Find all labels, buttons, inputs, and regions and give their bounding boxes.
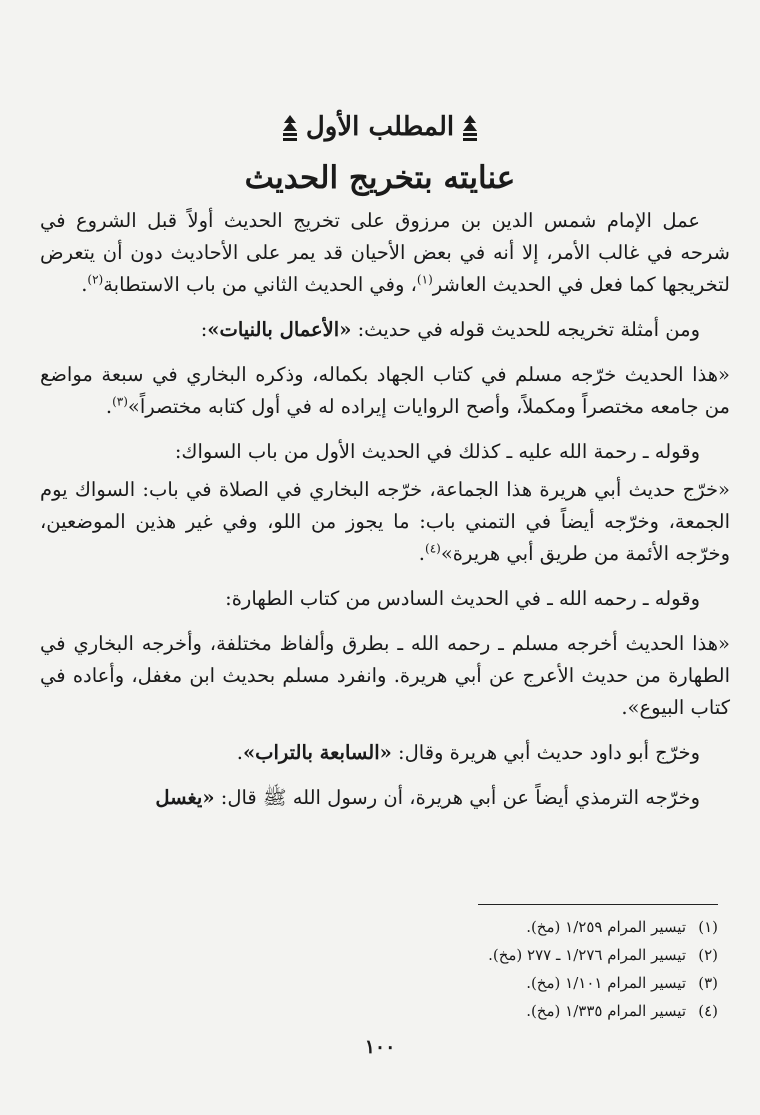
paragraph-text: «هذا الحديث خرّجه مسلم في كتاب الجهاد بكماله، وذكره البخاري في سبعة مواضع من جامعه مختصراً ومكملاً، وأصح الروايات إيراده له في أول كتابه مختصراً» [40,363,730,418]
footnotes [218,913,718,1025]
footnote-number: (٤) [698,1002,718,1020]
quote-paragraph-7 [40,628,730,724]
footnote-number: (٢) [698,946,718,964]
footnote-text: تيسير المرام ١/١٠١ (مخ). [526,974,686,992]
footnote-number: (١) [698,918,718,936]
footnote-text: تيسير المرام ١/٣٣٥ (مخ). [526,1002,686,1020]
quote-paragraph-3 [40,359,730,423]
section-heading [0,112,760,142]
footnote-ref: (٢) [87,272,104,287]
paragraph-2 [40,314,730,346]
page-number: ١٠٠ [364,1036,396,1058]
paragraph-text: وخرّج أبو داود حديث أبي هريرة وقال: [391,741,700,764]
section-title: المطلب الأول [305,112,455,142]
paragraph-text: «خرّج حديث أبي هريرة هذا الجماعة، خرّجه البخاري في الصلاة في باب: السواك يوم الجمعة، وخرّجه أيضاً في التمني باب: ما يجوز من اللو، وفي غير هذين الموضعين، وخرّجه الأئمة من طريق أبي هريرة» [40,478,730,565]
footnote [218,913,718,941]
footnote-number: (٣) [698,974,718,992]
footnote-divider [478,904,718,905]
paragraph-text: وقوله ـ رحمة الله عليه ـ كذلك في الحديث الأول من باب السواك: [174,440,700,463]
punctuation: . [418,542,425,565]
paragraph-text: عمل الإمام شمس الدين بن مرزوق على تخريج الحديث أولاً قبل الشروع في شرحه في غالب الأمر، إلا أنه في بعض الأحيان قد يمر على الأحاديث دون أن يتعرض لتخريجها كما فعل في الحديث العاشر [40,209,730,296]
paragraph-text: وخرّجه الترمذي أيضاً عن أبي هريرة، أن رسول الله ﷺ قال: [214,786,700,809]
quote-paragraph-5 [40,474,730,570]
paragraph-1 [40,205,730,301]
punctuation: . [236,741,243,764]
footnote-text: تيسير المرام ١/٢٧٦ ـ ٢٧٧ (مخ). [488,946,686,964]
punctuation: . [105,395,113,418]
footnote [218,997,718,1025]
paragraph-text: ، وفي الحديث الثاني من باب الاستطابة [103,273,417,296]
paragraph-4 [40,436,730,468]
punctuation: . [81,273,88,296]
hadith-title: «يغسل [155,786,215,809]
paragraph-text: «هذا الحديث أخرجه مسلم ـ رحمه الله ـ بطرق وألفاظ مختلفة، وأخرجه البخاري في الطهارة من حديث الأعرج عن أبي هريرة. وانفرد مسلم بحديث ابن مغفل، وأعاده في كتاب البيوع». [40,632,730,719]
paragraph-text: ومن أمثلة تخريجه للحديث قوله في حديث: [351,318,700,341]
paragraph-9 [40,782,730,814]
ornament-icon [282,115,298,141]
paragraph-text: وقوله ـ رحمه الله ـ في الحديث السادس من كتاب الطهارة: [225,587,700,610]
punctuation: : [200,318,208,341]
footnote-ref: (٤) [425,541,441,556]
footnote-text: تيسير المرام ١/٢٥٩ (مخ). [526,918,686,936]
footnote [218,969,718,997]
hadith-title: «الأعمال بالنيات» [207,318,352,341]
hadith-title: «السابعة بالتراب» [242,741,392,764]
paragraph-6 [40,583,730,615]
body-text [40,205,730,827]
footnote [218,941,718,969]
page-title: عنايته بتخريج الحديث [244,160,516,196]
paragraph-8 [40,737,730,769]
ornament-icon [462,115,478,141]
footnote-ref: (٣) [112,394,128,409]
footnote-ref: (١) [416,272,433,287]
